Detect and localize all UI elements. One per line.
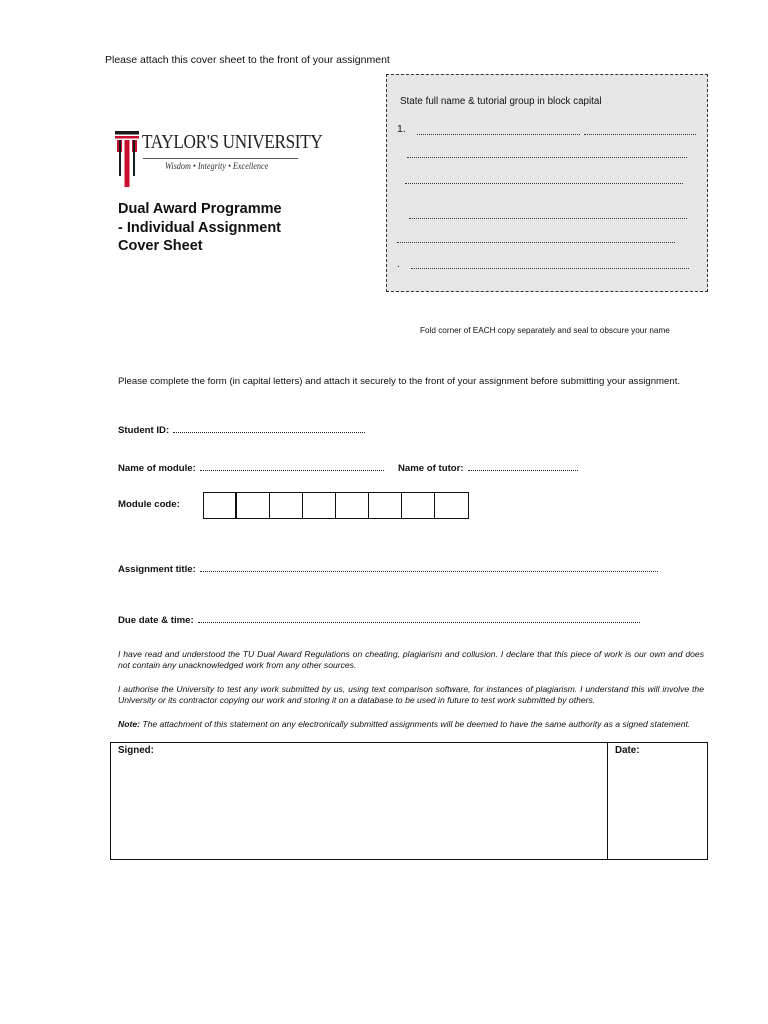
assignment-title-field[interactable]	[118, 563, 658, 575]
module-name-input[interactable]	[200, 462, 384, 471]
module-code-box[interactable]	[237, 493, 270, 518]
assignment-title-label: Assignment title:	[118, 564, 196, 575]
student-names-box[interactable]	[386, 74, 708, 292]
module-code-box[interactable]	[402, 493, 435, 518]
name-line-5[interactable]	[397, 242, 675, 244]
module-name-field[interactable]	[118, 462, 384, 474]
programme-title-line-1: Dual Award Programme	[118, 201, 282, 217]
name-line-1b[interactable]	[584, 134, 696, 136]
logo-wordmark: TAYLOR'S UNIVERSITY	[142, 131, 323, 153]
signature-table	[110, 742, 708, 860]
logo-emblem-icon	[115, 129, 139, 189]
date-label: Date:	[615, 745, 640, 756]
programme-title-line-2: - Individual Assignment	[118, 219, 282, 236]
module-code-label: Module code:	[118, 499, 180, 510]
note-label: Note:	[118, 719, 140, 729]
module-name-label: Name of module:	[118, 463, 196, 474]
tutor-name-field[interactable]	[398, 462, 578, 474]
student-id-input[interactable]	[173, 424, 365, 433]
name-line-6[interactable]	[411, 268, 689, 270]
logo-tagline: Wisdom • Integrity • Excellence	[165, 162, 269, 172]
name-line-marker: .	[397, 259, 400, 270]
signed-label: Signed:	[118, 745, 154, 756]
declaration-authorisation: I authorise the University to test any work submitted by us, using text comparison software, for instances of plagiarism. I understand this will involve the University or its contractor copying our work and storing it on a database to be used in future to test work submitted by others.	[118, 684, 704, 705]
due-date-label: Due date & time:	[118, 615, 194, 626]
name-line-number: 1.	[397, 123, 406, 135]
module-code-box[interactable]	[336, 493, 369, 518]
fold-instruction: Fold corner of EACH copy separately and seal to obscure your name	[420, 326, 670, 335]
declaration-note	[118, 719, 704, 730]
logo-divider	[143, 158, 298, 159]
due-date-field[interactable]	[118, 614, 640, 626]
module-code-box[interactable]	[303, 493, 336, 518]
form-instructions: Please complete the form (in capital letters) and attach it securely to the front of your assignment before submitting your assignment.	[118, 376, 681, 387]
module-code-box[interactable]	[204, 493, 237, 518]
name-box-instruction: State full name & tutorial group in block capital	[400, 96, 602, 107]
note-text: The attachment of this statement on any electronically submitted assignments will be deemed to have the same authority as a signed statement.	[142, 719, 691, 729]
name-line-3[interactable]	[405, 183, 683, 185]
date-cell[interactable]	[608, 743, 707, 859]
due-date-input[interactable]	[198, 614, 640, 623]
attach-instruction: Please attach this cover sheet to the front of your assignment	[105, 54, 390, 66]
programme-title	[118, 200, 282, 256]
name-line-4[interactable]	[409, 218, 687, 220]
assignment-title-input[interactable]	[200, 563, 658, 572]
programme-title-line-3: Cover Sheet	[118, 238, 203, 254]
module-code-grid[interactable]	[203, 492, 469, 519]
module-code-box[interactable]	[270, 493, 303, 518]
declaration-plagiarism: I have read and understood the TU Dual Award Regulations on cheating, plagiarism and collusion. I declare that this piece of work is our own and does not contain any unacknowledged work from any other sources.	[118, 649, 704, 670]
name-line-1[interactable]	[417, 134, 580, 136]
module-code-box[interactable]	[369, 493, 402, 518]
module-code-box[interactable]	[435, 493, 468, 518]
signature-cell[interactable]	[111, 743, 608, 859]
tutor-name-label: Name of tutor:	[398, 463, 464, 474]
student-id-field[interactable]	[118, 424, 365, 436]
student-id-label: Student ID:	[118, 425, 170, 436]
university-logo	[115, 129, 323, 189]
name-line-2[interactable]	[407, 157, 687, 159]
tutor-name-input[interactable]	[468, 462, 578, 471]
